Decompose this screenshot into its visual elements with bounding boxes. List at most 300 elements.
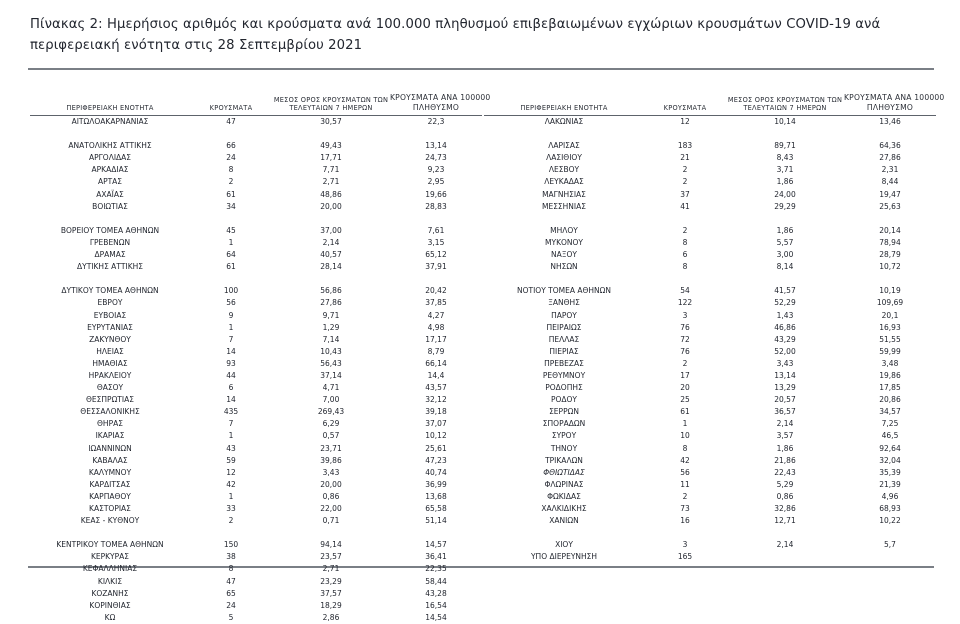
- cell-cases: 47: [226, 117, 236, 126]
- table-row: [484, 334, 936, 346]
- cell-avg7: 7,71: [322, 165, 340, 175]
- cell-unit: ΠΕΙΡΑΙΩΣ: [546, 322, 582, 332]
- cell-avg7: 41,57: [774, 286, 796, 296]
- cell-per100k: 20,1: [881, 310, 899, 320]
- table-row: [484, 503, 936, 515]
- cell-unit: ΧΙΟΥ: [555, 540, 573, 550]
- cell-avg7: 37,14: [320, 370, 342, 380]
- cell-unit: ΔΡΑΜΑΣ: [94, 250, 126, 260]
- cell-per100k: 8,79: [427, 346, 445, 356]
- cell-avg7: 36,57: [774, 407, 796, 417]
- table-row: [30, 249, 482, 261]
- cell-cases: 34: [226, 201, 236, 211]
- cell-cases: 66: [226, 141, 236, 151]
- column-header-cases-right: ΚΡΟΥΣΜΑΤΑ: [644, 104, 726, 116]
- cell-avg7: 10,43: [320, 346, 342, 356]
- cell-unit: ΧΑΝΙΩΝ: [549, 516, 579, 526]
- table-row: [30, 261, 482, 273]
- cell-avg7: 89,71: [774, 141, 796, 151]
- cell-cases: 16: [680, 516, 690, 526]
- column-header-avg7-line2-right: ΤΕΛΕΥΤΑΙΩΝ 7 ΗΜΕΡΩΝ: [743, 104, 827, 113]
- cell-avg7: 8,14: [776, 262, 794, 272]
- column-header-per100k-right: [844, 93, 945, 116]
- cell-unit: ΗΡΑΚΛΕΙΟΥ: [88, 370, 132, 380]
- table-row: [484, 310, 936, 322]
- cell-unit: ΛΕΥΚΑΔΑΣ: [544, 177, 584, 187]
- table-row: [484, 297, 936, 309]
- table-row: [30, 237, 482, 249]
- table-row: [30, 164, 482, 176]
- cell-per100k: 20,14: [879, 225, 901, 235]
- cell-cases: 43: [226, 443, 236, 453]
- table-row: [484, 551, 936, 563]
- table-row: [484, 140, 936, 152]
- cell-avg7: 10,14: [774, 117, 796, 126]
- table-row: [30, 551, 482, 563]
- column-header-per100k-line2-right: ΠΛΗΘΥΣΜΟ: [866, 103, 914, 112]
- cell-avg7: 9,71: [322, 310, 340, 320]
- cell-avg7: 23,29: [320, 576, 342, 586]
- table-row: [30, 503, 482, 515]
- cell-unit: ΜΗΛΟΥ: [550, 225, 578, 235]
- cell-avg7: 52,00: [774, 346, 796, 356]
- cell-cases: 1: [228, 322, 234, 332]
- cell-per100k: 4,27: [427, 310, 445, 320]
- cell-avg7: 23,71: [320, 443, 342, 453]
- cell-unit: ΞΑΝΘΗΣ: [548, 298, 580, 308]
- cell-avg7: 2,14: [776, 540, 794, 550]
- cell-cases: 12: [680, 117, 690, 126]
- cell-avg7: 7,00: [322, 395, 340, 405]
- table-row: [484, 189, 936, 201]
- cell-unit: ΡΟΔΟΠΗΣ: [545, 383, 583, 393]
- cell-avg7: 269,43: [317, 407, 345, 417]
- cell-per100k: 59,99: [879, 346, 901, 356]
- cell-cases: 76: [680, 322, 690, 332]
- cell-unit: ΠΑΡΟΥ: [551, 310, 577, 320]
- cell-unit: ΘΕΣΣΑΛΟΝΙΚΗΣ: [80, 407, 140, 417]
- cell-per100k: 13,14: [425, 141, 447, 151]
- cell-unit: ΙΚΑΡΙΑΣ: [95, 431, 125, 441]
- column-header-avg7-line2-left: ΤΕΛΕΥΤΑΙΩΝ 7 ΗΜΕΡΩΝ: [289, 104, 373, 113]
- cell-per100k: 10,19: [879, 286, 901, 296]
- cell-cases: 21: [680, 153, 690, 163]
- table-row: [30, 201, 482, 213]
- cell-cases: 24: [226, 153, 236, 163]
- cell-cases: 56: [680, 467, 690, 477]
- table-row-spacer: [484, 273, 936, 285]
- table-row: [484, 539, 936, 551]
- column-header-avg7-right: [726, 96, 844, 116]
- cell-cases: 1: [228, 237, 234, 247]
- cell-cases: 3: [682, 540, 688, 550]
- cell-avg7: 94,14: [320, 540, 342, 550]
- table-row: [30, 612, 482, 624]
- cell-cases: 10: [680, 431, 690, 441]
- table-row: [484, 443, 936, 455]
- table-row: [30, 443, 482, 455]
- cell-per100k: 10,12: [425, 431, 447, 441]
- cell-avg7: 6,29: [322, 419, 340, 429]
- cell-cases: 2: [682, 491, 688, 501]
- cell-cases: 8: [228, 564, 234, 574]
- table-row: [484, 322, 936, 334]
- cell-per100k: 37,07: [425, 419, 447, 429]
- cell-unit: ΣΠΟΡΑΔΩΝ: [542, 419, 586, 429]
- column-header-cases-left: ΚΡΟΥΣΜΑΤΑ: [190, 104, 272, 116]
- cell-per100k: 25,63: [879, 201, 901, 211]
- cell-per100k: 22,35: [425, 564, 447, 574]
- cell-per100k: 20,86: [879, 395, 901, 405]
- cell-unit: ΝΗΣΩΝ: [550, 262, 578, 272]
- cell-avg7: 0,57: [322, 431, 340, 441]
- cell-cases: 8: [682, 443, 688, 453]
- table-top-rule: [28, 68, 934, 70]
- table-row: [484, 455, 936, 467]
- cell-per100k: 24,73: [425, 153, 447, 163]
- table-row: [30, 310, 482, 322]
- table-row: [30, 430, 482, 442]
- cell-cases: 6: [682, 250, 688, 260]
- cell-unit: ΜΥΚΟΝΟΥ: [545, 237, 583, 247]
- table-row: [484, 249, 936, 261]
- table-row: [484, 225, 936, 237]
- table-row: [30, 479, 482, 491]
- table-row: [484, 237, 936, 249]
- cell-avg7: 39,86: [320, 455, 342, 465]
- cell-per100k: 2,95: [427, 177, 445, 187]
- table-row: [484, 467, 936, 479]
- cell-per100k: 4,96: [881, 491, 899, 501]
- cell-unit: ΦΘΙΩΤΙΔΑΣ: [543, 467, 585, 477]
- cell-unit: ΝΑΞΟΥ: [551, 250, 577, 260]
- cell-avg7: 2,71: [322, 177, 340, 187]
- cell-per100k: 4,98: [427, 322, 445, 332]
- table-row: [484, 370, 936, 382]
- table-row: [30, 140, 482, 152]
- cell-avg7: 0,86: [322, 491, 340, 501]
- cell-cases: 37: [680, 189, 690, 199]
- cell-avg7: 1,86: [776, 177, 794, 187]
- table-row: [484, 164, 936, 176]
- cell-per100k: 37,91: [425, 262, 447, 272]
- table-row: [30, 406, 482, 418]
- cell-cases: 41: [680, 201, 690, 211]
- cell-cases: 8: [228, 165, 234, 175]
- cell-per100k: 3,48: [881, 358, 899, 368]
- data-table: [28, 68, 945, 622]
- table-row: [484, 152, 936, 164]
- cell-cases: 76: [680, 346, 690, 356]
- table-row: [484, 261, 936, 273]
- cell-cases: 435: [223, 407, 239, 417]
- cell-per100k: 51,14: [425, 516, 447, 526]
- cell-cases: 56: [226, 298, 236, 308]
- cell-cases: 2: [682, 165, 688, 175]
- table-row: [30, 334, 482, 346]
- table-row-spacer: [30, 527, 482, 539]
- cell-cases: 61: [226, 189, 236, 199]
- cell-per100k: 68,93: [879, 504, 901, 513]
- cell-unit: ΧΑΛΚΙΔΙΚΗΣ: [541, 504, 587, 513]
- cell-avg7: 28,14: [320, 262, 342, 272]
- table-row: [30, 515, 482, 527]
- cell-unit: ΕΥΡΥΤΑΝΙΑΣ: [87, 322, 133, 332]
- cell-per100k: 19,47: [879, 189, 901, 199]
- cell-unit: ΚΕΦΑΛΛΗΝΙΑΣ: [82, 564, 138, 574]
- cell-avg7: 7,14: [322, 334, 340, 344]
- table-panel-left: [30, 86, 491, 622]
- cell-avg7: 4,71: [322, 383, 340, 393]
- cell-avg7: 52,29: [774, 298, 796, 308]
- cell-cases: 64: [226, 250, 236, 260]
- cell-per100k: 39,18: [425, 407, 447, 417]
- table-row: [484, 201, 936, 213]
- cell-cases: 3: [682, 310, 688, 320]
- column-header-avg7-line1-right: ΜΕΣΟΣ ΟΡΟΣ ΚΡΟΥΣΜΑΤΩΝ ΤΩΝ: [727, 95, 843, 104]
- cell-unit: ΕΒΡΟΥ: [97, 298, 123, 308]
- cell-unit: ΑΝΑΤΟΛΙΚΗΣ ΑΤΤΙΚΗΣ: [68, 141, 152, 151]
- column-header-avg7-left: [272, 96, 390, 116]
- table-row: [484, 285, 936, 297]
- cell-avg7: 20,00: [320, 201, 342, 211]
- cell-cases: 5: [228, 612, 234, 622]
- cell-unit: ΤΡΙΚΑΛΩΝ: [545, 455, 583, 465]
- cell-per100k: 58,44: [425, 576, 447, 586]
- cell-cases: 165: [677, 552, 693, 562]
- cell-avg7: 3,57: [776, 431, 794, 441]
- cell-unit: ΦΛΩΡΙΝΑΣ: [544, 479, 584, 489]
- table-row: [30, 491, 482, 503]
- cell-avg7: 1,43: [776, 310, 794, 320]
- cell-cases: 33: [226, 504, 236, 513]
- table-row-spacer: [484, 527, 936, 539]
- cell-avg7: 22,00: [320, 504, 342, 513]
- cell-avg7: 0,86: [776, 491, 794, 501]
- cell-per100k: 47,23: [425, 455, 447, 465]
- cell-per100k: 3,15: [427, 237, 445, 247]
- cell-cases: 45: [226, 225, 236, 235]
- table-row: [30, 370, 482, 382]
- cell-cases: 14: [226, 346, 236, 356]
- cell-avg7: 27,86: [320, 298, 342, 308]
- cell-unit: ΚΑΣΤΟΡΙΑΣ: [89, 504, 131, 513]
- table-row: [484, 418, 936, 430]
- cell-avg7: 37,57: [320, 588, 342, 598]
- cell-cases: 2: [228, 516, 234, 526]
- cell-cases: 11: [680, 479, 690, 489]
- cell-per100k: 43,57: [425, 383, 447, 393]
- table-row: [30, 358, 482, 370]
- cell-unit: ΒΟΙΩΤΙΑΣ: [92, 201, 128, 211]
- cell-unit: ΗΛΕΙΑΣ: [96, 346, 124, 356]
- table-row: [484, 394, 936, 406]
- cell-unit: ΘΗΡΑΣ: [97, 419, 123, 429]
- table-row: [484, 346, 936, 358]
- cell-cases: 72: [680, 334, 690, 344]
- cell-per100k: 10,72: [879, 262, 901, 272]
- cell-per100k: 66,14: [425, 358, 447, 368]
- cell-avg7: 3,71: [776, 165, 794, 175]
- table-row-spacer: [484, 213, 936, 225]
- cell-unit: ΚΑΒΑΛΑΣ: [92, 455, 128, 465]
- cell-per100k: 64,36: [879, 141, 901, 151]
- cell-per100k: 20,42: [425, 286, 447, 296]
- cell-unit: ΜΑΓΝΗΣΙΑΣ: [542, 189, 586, 199]
- table-row: [30, 382, 482, 394]
- cell-avg7: 8,43: [776, 153, 794, 163]
- cell-avg7: 13,29: [774, 383, 796, 393]
- cell-per100k: 5,7: [884, 540, 896, 550]
- cell-avg7: 2,14: [776, 419, 794, 429]
- cell-cases: 38: [226, 552, 236, 562]
- cell-unit: ΡΟΔΟΥ: [550, 395, 578, 405]
- table-header-row-right: [484, 86, 945, 116]
- cell-per100k: 13,68: [425, 491, 447, 501]
- table-panel-right: [484, 86, 945, 564]
- column-header-per100k-line2-left: ΠΛΗΘΥΣΜΟ: [412, 103, 460, 112]
- cell-per100k: 14,4: [427, 370, 445, 380]
- column-header-unit-left: ΠΕΡΙΦΕΡΕΙΑΚΗ ΕΝΟΤΗΤΑ: [30, 104, 190, 116]
- cell-cases: 1: [228, 491, 234, 501]
- cell-per100k: 19,86: [879, 370, 901, 380]
- cell-per100k: 10,22: [879, 516, 901, 526]
- cell-unit: ΓΡΕΒΕΝΩΝ: [89, 237, 131, 247]
- cell-avg7: 29,29: [774, 201, 796, 211]
- table-row: [484, 382, 936, 394]
- cell-unit: ΘΕΣΠΡΩΤΙΑΣ: [86, 395, 134, 405]
- table-row: [30, 588, 482, 600]
- cell-per100k: 8,44: [881, 177, 899, 187]
- cell-per100k: 28,83: [425, 201, 447, 211]
- cell-avg7: 18,29: [320, 600, 342, 610]
- cell-unit: ΑΡΚΑΔΙΑΣ: [91, 165, 129, 175]
- cell-per100k: 27,86: [879, 153, 901, 163]
- cell-unit: ΚΕΝΤΡΙΚΟΥ ΤΟΜΕΑ ΑΘΗΝΩΝ: [56, 540, 164, 550]
- cell-per100k: 37,85: [425, 298, 447, 308]
- table-row-spacer: [30, 213, 482, 225]
- cell-unit: ΚΟΖΑΝΗΣ: [91, 588, 129, 598]
- table-row: [30, 346, 482, 358]
- cell-avg7: 32,86: [774, 504, 796, 513]
- cell-per100k: 40,74: [425, 467, 447, 477]
- table-row: [30, 455, 482, 467]
- cell-per100k: 16,93: [879, 322, 901, 332]
- table-row-spacer: [484, 128, 936, 140]
- cell-unit: ΖΑΚΥΝΘΟΥ: [89, 334, 131, 344]
- cell-unit: ΜΕΣΣΗΝΙΑΣ: [541, 201, 587, 211]
- cell-unit: ΡΕΘΥΜΝΟΥ: [542, 370, 586, 380]
- table-row: [484, 515, 936, 527]
- cell-unit: ΑΡΤΑΣ: [97, 177, 123, 187]
- cell-avg7: 48,86: [320, 189, 342, 199]
- table-row: [484, 479, 936, 491]
- cell-per100k: 13,46: [879, 117, 901, 126]
- cell-avg7: 20,00: [320, 479, 342, 489]
- cell-avg7: 22,43: [774, 467, 796, 477]
- cell-per100k: 34,57: [879, 407, 901, 417]
- column-header-avg7-line1-left: ΜΕΣΟΣ ΟΡΟΣ ΚΡΟΥΣΜΑΤΩΝ ΤΩΝ: [273, 95, 389, 104]
- cell-unit: ΔΥΤΙΚΗΣ ΑΤΤΙΚΗΣ: [77, 262, 143, 272]
- table-row: [30, 297, 482, 309]
- cell-cases: 24: [226, 600, 236, 610]
- cell-cases: 25: [680, 395, 690, 405]
- cell-avg7: 24,00: [774, 189, 796, 199]
- cell-cases: 2: [228, 177, 234, 187]
- cell-per100k: 19,66: [425, 189, 447, 199]
- cell-cases: 73: [680, 504, 690, 513]
- cell-per100k: 65,58: [425, 504, 447, 513]
- cell-unit: ΛΑΚΩΝΙΑΣ: [544, 117, 584, 126]
- cell-avg7: 49,43: [320, 141, 342, 151]
- cell-cases: 7: [228, 334, 234, 344]
- cell-unit: ΒΟΡΕΙΟΥ ΤΟΜΕΑ ΑΘΗΝΩΝ: [60, 225, 160, 235]
- table-body-right: [484, 116, 936, 563]
- cell-unit: ΠΡΕΒΕΖΑΣ: [544, 358, 584, 368]
- cell-avg7: 56,86: [320, 286, 342, 296]
- table-row: [30, 285, 482, 297]
- cell-cases: 100: [223, 286, 239, 296]
- cell-cases: 61: [226, 262, 236, 272]
- cell-avg7: 17,71: [320, 153, 342, 163]
- table-row: [30, 322, 482, 334]
- cell-per100k: 9,23: [427, 165, 445, 175]
- cell-cases: 1: [682, 419, 688, 429]
- cell-per100k: 65,12: [425, 250, 447, 260]
- cell-unit: ΥΠΟ ΔΙΕΡΕΥΝΗΣΗ: [530, 552, 598, 562]
- cell-per100k: 35,39: [879, 467, 901, 477]
- cell-cases: 150: [223, 540, 239, 550]
- cell-cases: 6: [228, 383, 234, 393]
- cell-avg7: 40,57: [320, 250, 342, 260]
- cell-cases: 20: [680, 383, 690, 393]
- cell-unit: ΚΕΡΚΥΡΑΣ: [90, 552, 130, 562]
- cell-per100k: 92,64: [879, 443, 901, 453]
- cell-cases: 42: [226, 479, 236, 489]
- cell-per100k: 32,04: [879, 455, 901, 465]
- cell-per100k: 25,61: [425, 443, 447, 453]
- cell-per100k: 28,79: [879, 250, 901, 260]
- cell-unit: ΘΑΣΟΥ: [96, 383, 124, 393]
- cell-per100k: 7,25: [881, 419, 899, 429]
- cell-avg7: 2,86: [322, 612, 340, 622]
- cell-per100k: 2,31: [881, 165, 899, 175]
- cell-unit: ΚΕΑΣ - ΚΥΘΝΟΥ: [80, 516, 140, 526]
- cell-avg7: 1,86: [776, 443, 794, 453]
- cell-avg7: 1,29: [322, 322, 340, 332]
- table-row: [30, 539, 482, 551]
- cell-per100k: 17,85: [879, 383, 901, 393]
- cell-cases: 54: [680, 286, 690, 296]
- cell-avg7: 30,57: [320, 117, 342, 126]
- table-row: [30, 418, 482, 430]
- cell-unit: ΣΥΡΟΥ: [551, 431, 577, 441]
- cell-per100k: 46,5: [881, 431, 899, 441]
- cell-per100k: 17,17: [425, 334, 447, 344]
- cell-per100k: 21,39: [879, 479, 901, 489]
- cell-cases: 7: [228, 419, 234, 429]
- cell-cases: 183: [677, 141, 693, 151]
- cell-per100k: 78,94: [879, 237, 901, 247]
- cell-unit: ΦΩΚΙΔΑΣ: [547, 491, 581, 501]
- cell-unit: ΕΥΒΟΙΑΣ: [93, 310, 127, 320]
- cell-unit: ΝΟΤΙΟΥ ΤΟΜΕΑ ΑΘΗΝΩΝ: [516, 286, 611, 296]
- cell-cases: 8: [682, 262, 688, 272]
- table-row: [30, 394, 482, 406]
- table-header-row-left: [30, 86, 491, 116]
- table-row: [30, 600, 482, 612]
- cell-cases: 65: [226, 588, 236, 598]
